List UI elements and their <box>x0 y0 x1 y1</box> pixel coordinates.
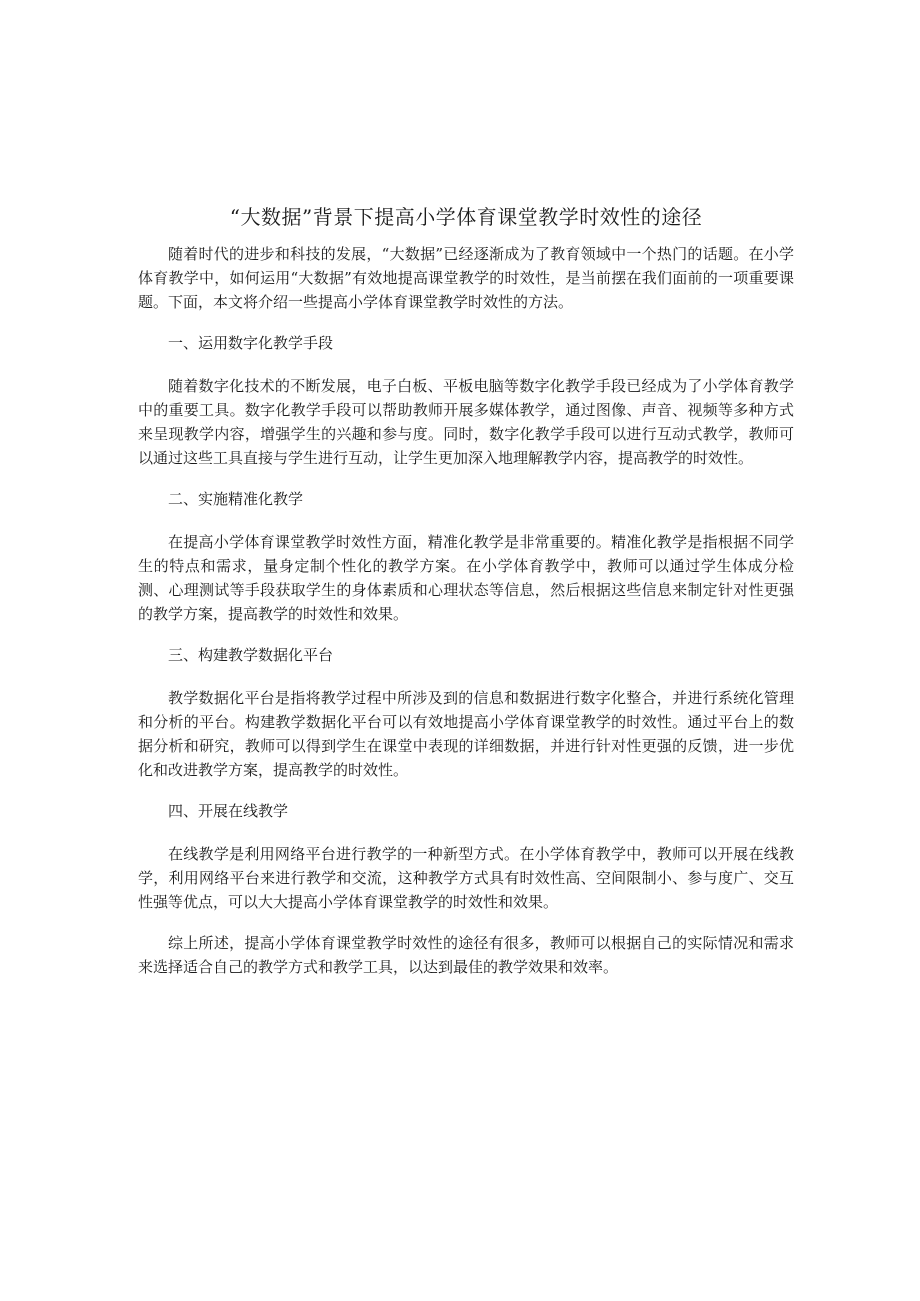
section-heading-1: 一、运用数字化教学手段 <box>168 334 334 352</box>
section-4-paragraph: 在线教学是利用网络平台进行教学的一种新型方式。在小学体育教学中，教师可以开展在线教学，利用网络平台来进行教学和交流，这种教学方式具有时效性高、空间限制小、参与度广、交互性强等优点，可以大大提高小学体育课堂教学的时效性和效果。 <box>138 845 794 911</box>
section-heading-4: 四、开展在线教学 <box>168 802 289 820</box>
document-body <box>138 242 794 996</box>
section-1-paragraph: 随着数字化技术的不断发展，电子白板、平板电脑等数字化教学手段已经成为了小学体育教学中的重要工具。数字化教学手段可以帮助教师开展多媒体教学，通过图像、声音、视频等多种方式来呈现教学内容，增强学生的兴趣和参与度。同时，数字化教学手段可以进行互动式教学，教师可以通过这些工具直接与学生进行互动，让学生更加深入地理解教学内容，提高教学的时效性。 <box>138 377 794 467</box>
section-2-paragraph: 在提高小学体育课堂教学时效性方面，精准化教学是非常重要的。精准化教学是指根据不同学生的特点和需求，量身定制个性化的教学方案。在小学体育教学中，教师可以通过学生体成分检测、心理测试等手段获取学生的身体素质和心理状态等信息，然后根据这些信息来制定针对性更强的教学方案，提高教学的时效性和效果。 <box>138 533 794 623</box>
document-title: “大数据”背景下提高小学体育课堂教学时效性的途径 <box>229 205 703 229</box>
section-3-paragraph: 教学数据化平台是指将教学过程中所涉及到的信息和数据进行数字化整合，并进行系统化管理和分析的平台。构建教学数据化平台可以有效地提高小学体育课堂教学的时效性。通过平台上的数据分析和研究，教师可以得到学生在课堂中表现的详细数据，并进行针对性更强的反馈，进一步优化和改进教学方案，提高教学的时效性。 <box>138 689 794 779</box>
intro-paragraph: 随着时代的进步和科技的发展，“大数据”已经逐渐成为了教育领域中一个热门的话题。在小学体育教学中，如何运用“大数据”有效地提高课堂教学的时效性，是当前摆在我们面前的一项重要课题。下面，本文将介绍一些提高小学体育课堂教学时效性的方法。 <box>138 245 794 311</box>
section-heading-3: 三、构建教学数据化平台 <box>168 646 334 664</box>
conclusion-paragraph: 综上所述，提高小学体育课堂教学时效性的途径有很多，教师可以根据自己的实际情况和需求来选择适合自己的教学方式和教学工具，以达到最佳的教学效果和效率。 <box>138 934 794 976</box>
section-heading-2: 二、实施精准化教学 <box>168 490 304 508</box>
